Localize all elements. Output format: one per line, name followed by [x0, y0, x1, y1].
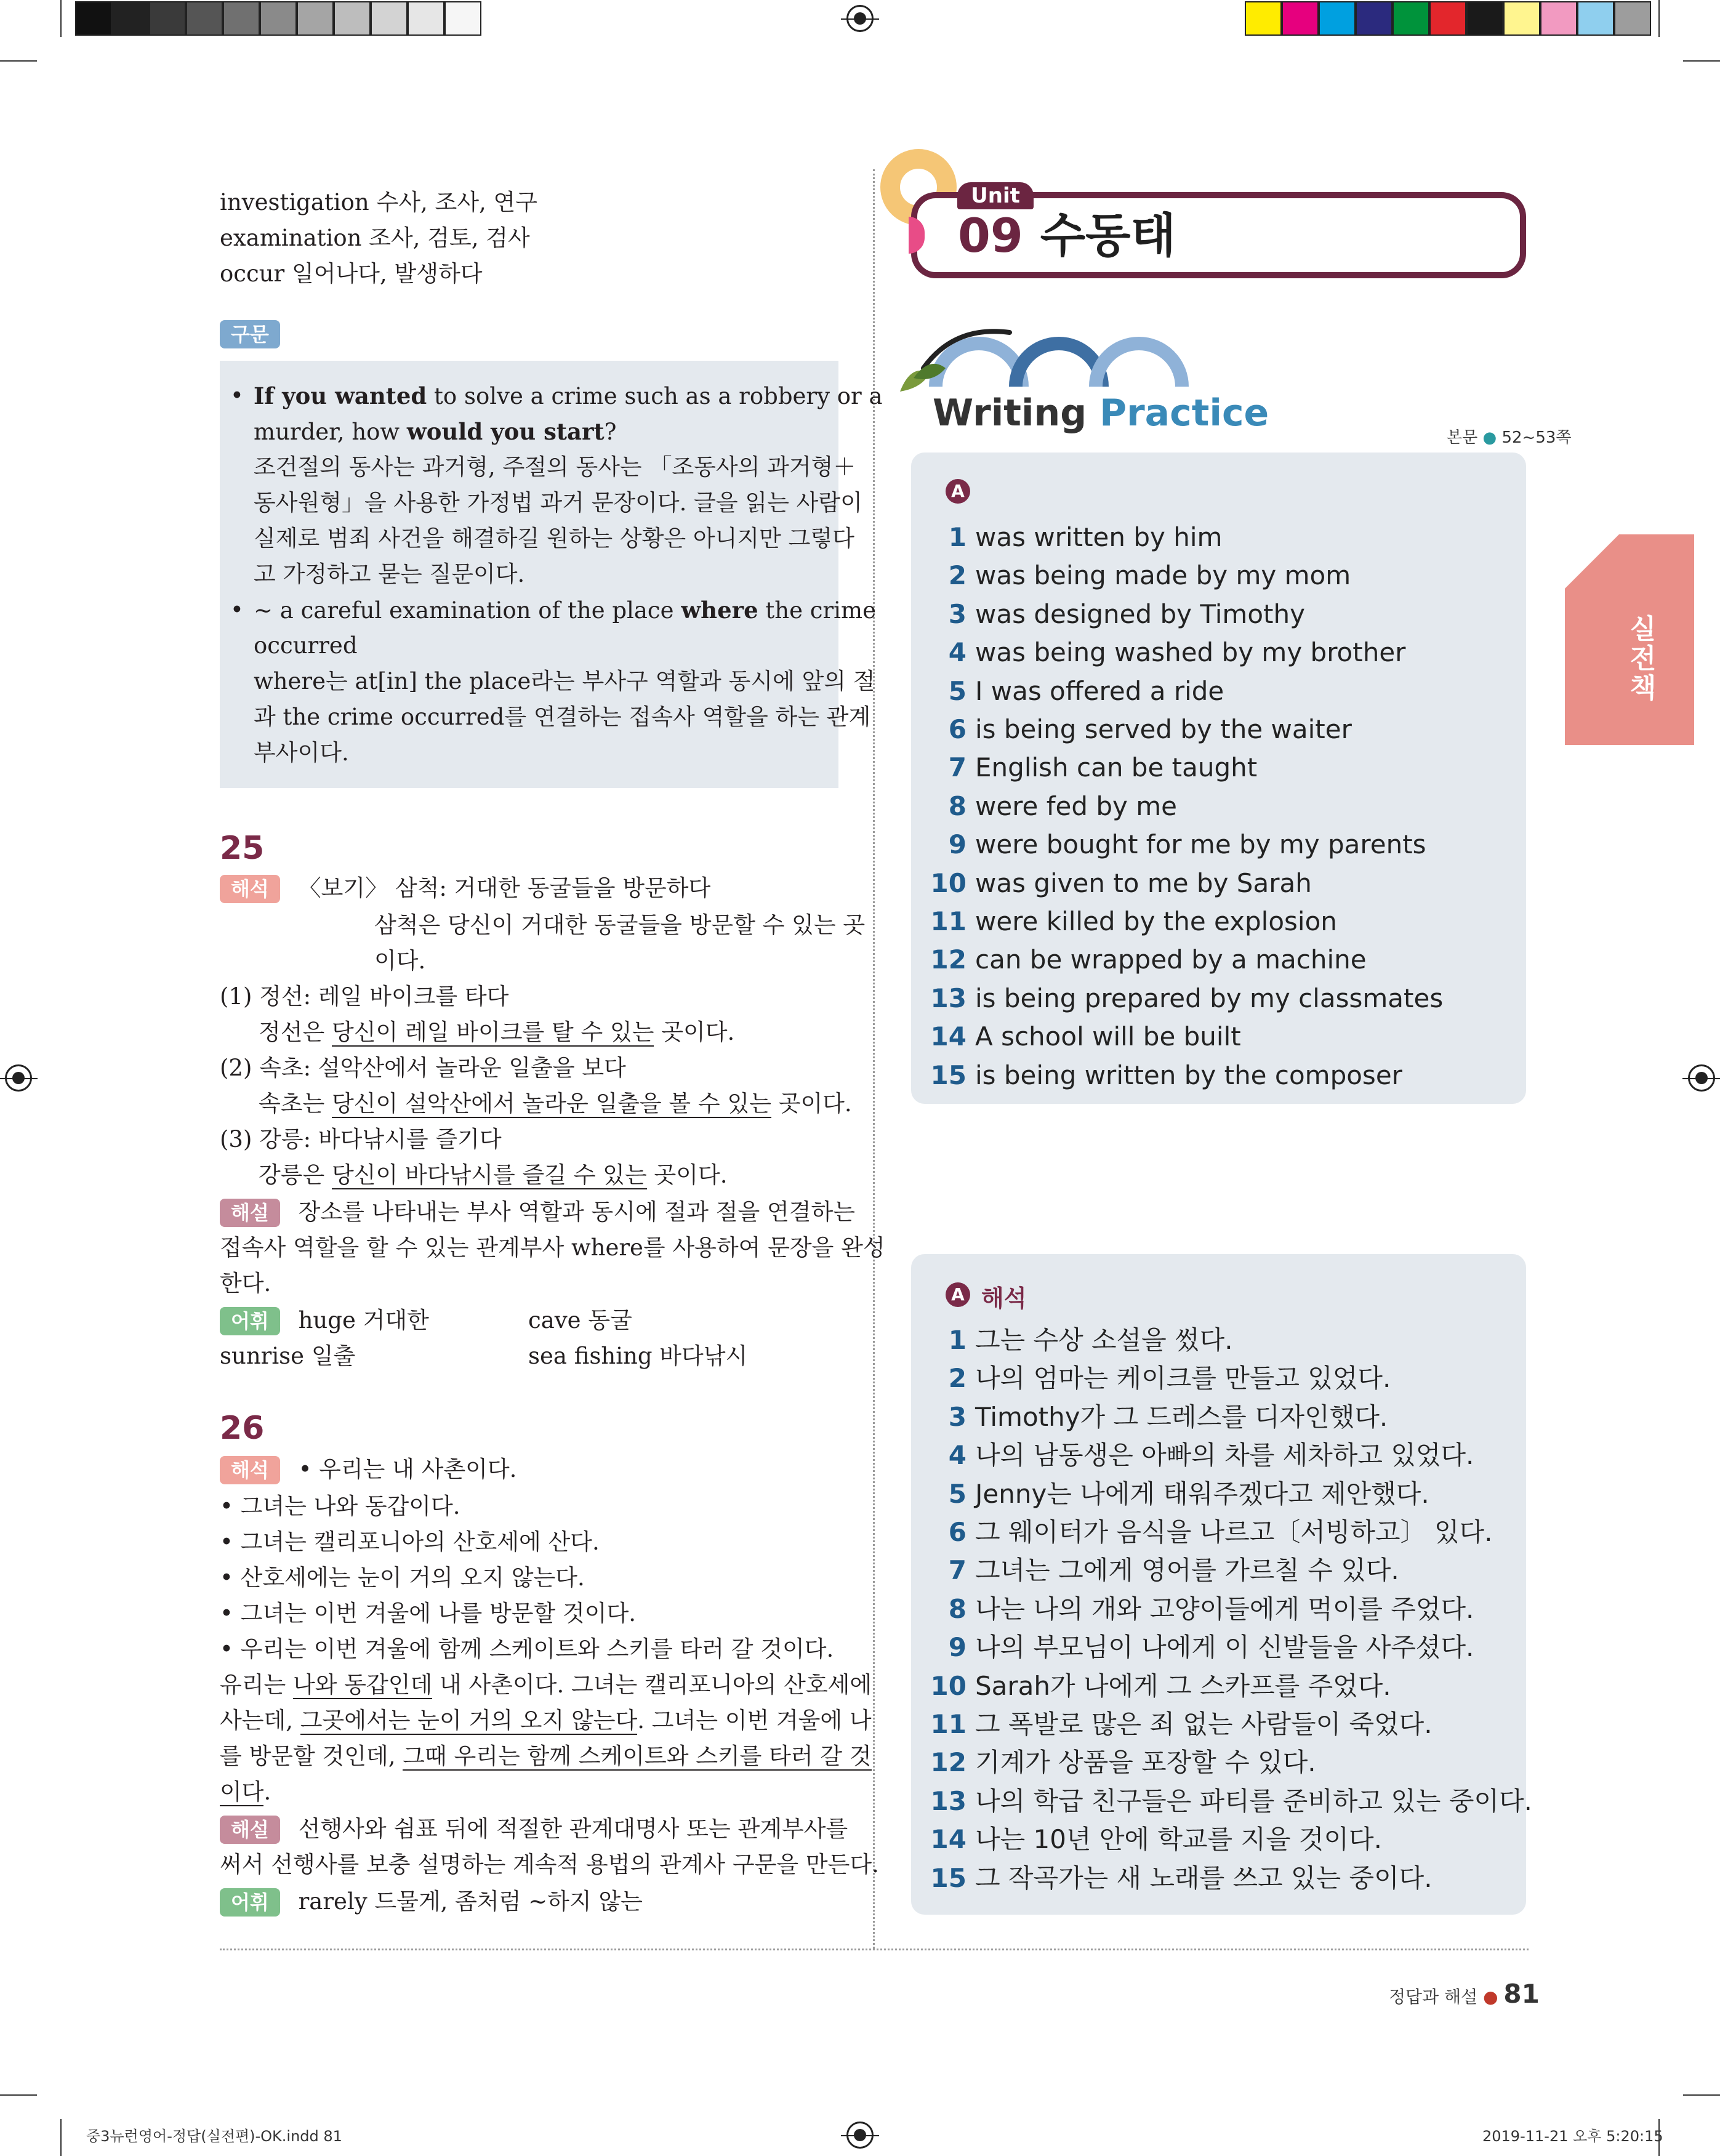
translation-line: 해석 • 우리는 내 사촌이다. [220, 1452, 516, 1487]
side-tab-label: 실전책 [1625, 614, 1656, 703]
translation-line: 이다. [374, 947, 426, 974]
translation-item [930, 1359, 1391, 1398]
answer-text: were fed by me [975, 790, 1177, 821]
answer-item [930, 634, 1405, 672]
grammar-note-line [230, 378, 883, 414]
question-number: 25 [220, 830, 265, 867]
translation-number: 11 [930, 1709, 966, 1739]
crop-mark [60, 0, 62, 37]
answer-line: 를 방문할 것인데, 그때 우리는 함께 스케이트와 스키를 타러 갈 것 [220, 1743, 872, 1769]
side-tab-notch [1565, 534, 1619, 589]
eohwi-badge: 어휘 [220, 1307, 280, 1335]
haeseol-badge: 해설 [220, 1199, 280, 1227]
answer-number: 6 [948, 714, 966, 744]
answer-text: A school will be built [975, 1021, 1241, 1052]
text-run: murder, how [254, 419, 407, 445]
answer-line: (2) 속초: 설악산에서 놀라운 일출을 보다 [220, 1055, 626, 1081]
print-timestamp: 2019-11-21 오후 5:20:15 [1482, 2128, 1663, 2145]
answer-text: can be wrapped by a machine [975, 944, 1367, 975]
answer-item [930, 826, 1426, 864]
registration-mark [1688, 1064, 1715, 1092]
crop-mark [1658, 0, 1660, 37]
answer-item [930, 749, 1257, 787]
translation-item [930, 1321, 1233, 1359]
answer-number: 2 [948, 560, 966, 591]
answer-item [930, 672, 1224, 710]
grammar-note-line [241, 557, 524, 592]
translation-item [930, 1551, 1399, 1590]
text-run: 동사원형」을 사용한 가정법 과거 문장이다. 글을 읽는 사람이 [254, 489, 862, 516]
section-a-icon: A [946, 479, 970, 504]
answer-item [930, 518, 1222, 557]
translation-text: 그는 수상 소설을 썼다. [975, 1325, 1233, 1355]
answer-text: English can be taught [975, 752, 1258, 783]
translation-line: • 그녀는 나와 동갑이다. [220, 1493, 460, 1519]
vocab-line: 어휘 huge 거대한 [220, 1303, 429, 1338]
translation-number: 9 [948, 1632, 966, 1663]
crop-mark [1683, 60, 1720, 62]
bold-phrase: where [681, 597, 758, 624]
answer-number: 15 [930, 1060, 966, 1090]
text-run: 부사이다. [254, 739, 349, 766]
translation-text: 그 폭발로 많은 죄 없는 사람들이 죽었다. [975, 1709, 1433, 1739]
translation-number: 4 [948, 1440, 966, 1471]
translation-item [930, 1705, 1433, 1744]
answer-item [930, 1018, 1241, 1056]
crop-mark [0, 60, 37, 62]
answer-line: 이다. [220, 1779, 271, 1805]
translation-item [930, 1590, 1474, 1628]
bullet: • [230, 597, 244, 623]
explanation-line: 해설 장소를 나타내는 부사 역할과 동시에 절과 절을 연결하는 [220, 1194, 855, 1230]
answer-text: is being prepared by my classmates [975, 983, 1444, 1013]
answer-text: was being washed by my brother [975, 637, 1406, 668]
answer-line: (1) 정선: 레일 바이크를 타다 [220, 983, 509, 1010]
page-reference: 본문 ● 52~53쪽 [1447, 428, 1572, 447]
page-footer: 정답과 해설 ● 81 [1389, 1979, 1540, 2009]
crop-mark [1683, 2094, 1720, 2096]
translation-text: 그 작곡가는 새 노래를 쓰고 있는 중이다. [975, 1862, 1433, 1893]
explanation-line: 접속사 역할을 할 수 있는 관계부사 where를 사용하여 문장을 완성 [220, 1234, 885, 1261]
translation-item [930, 1436, 1474, 1474]
answer-item [930, 941, 1367, 979]
answer-text: was given to me by Sarah [975, 867, 1312, 898]
registration-mark [846, 5, 874, 32]
vocab-line: sea fishing 바다낚시 [528, 1343, 748, 1369]
translation-line: • 산호세에는 눈이 거의 오지 않는다. [220, 1564, 585, 1591]
text-run: ~ a careful examination of the place [254, 597, 681, 624]
vocab-line: cave 동굴 [528, 1307, 632, 1333]
translation-text: 나는 나의 개와 고양이들에게 먹이를 주었다. [975, 1593, 1474, 1624]
answer-item [930, 710, 1352, 749]
translation-item [930, 1782, 1532, 1820]
translation-number: 14 [930, 1824, 966, 1855]
translation-item [930, 1628, 1474, 1667]
bold-phrase: If you wanted [254, 382, 427, 409]
page-number: 81 [1503, 1979, 1540, 2009]
translation-text: 그 웨이터가 음식을 나르고〔서빙하고〕 있다. [975, 1517, 1493, 1547]
translation-line: 해석 〈보기〉 삼척: 거대한 동굴들을 방문하다 [220, 871, 710, 906]
answer-item [930, 787, 1177, 826]
grammar-note-line [241, 485, 862, 521]
answer-number: 8 [948, 790, 966, 821]
translation-number: 6 [948, 1517, 966, 1547]
answer-line: 사는데, 그곳에서는 눈이 거의 오지 않는다. 그녀는 이번 겨울에 나 [220, 1707, 872, 1734]
text-run: 실제로 범죄 사건을 해결하길 원하는 상황은 아니지만 그렇다 [254, 525, 854, 552]
answer-line: 속초는 당신이 설악산에서 놀라운 일출을 볼 수 있는 곳이다. [259, 1090, 852, 1117]
answer-text: were bought for me by my parents [975, 829, 1426, 860]
haeseok-badge: 해석 [220, 875, 280, 903]
answer-number: 14 [930, 1021, 966, 1052]
writing-practice-title: Writing Practice [933, 392, 1269, 435]
answer-number: 5 [948, 675, 966, 706]
translation-number: 8 [948, 1593, 966, 1624]
translation-text: Sarah가 나에게 그 스카프를 주었다. [975, 1670, 1391, 1701]
answer-number: 7 [948, 752, 966, 783]
answer-item [930, 864, 1312, 903]
grammar-note-line [241, 735, 349, 771]
translation-text: 나의 학급 친구들은 파티를 준비하고 있는 중이다. [975, 1785, 1532, 1816]
answer-text: was designed by Timothy [975, 598, 1305, 629]
translation-number: 13 [930, 1785, 966, 1816]
bottom-divider [220, 1949, 1529, 1950]
answer-item [930, 979, 1443, 1018]
translation-item [930, 1398, 1388, 1436]
answer-number: 1 [948, 522, 966, 552]
translation-item [930, 1475, 1429, 1513]
grammar-note-line [241, 449, 856, 485]
explanation-line: 한다. [220, 1270, 271, 1297]
translation-item [930, 1667, 1391, 1705]
answer-item [930, 903, 1337, 941]
answer-number: 11 [930, 906, 966, 936]
answer-text: I was offered a ride [975, 675, 1224, 706]
file-info: 중3뉴런영어-정답(실전편)-OK.indd 81 [86, 2128, 342, 2145]
answer-number: 13 [930, 983, 966, 1013]
answer-text: is being served by the waiter [975, 714, 1352, 744]
registration-mark [846, 2122, 874, 2149]
answer-text: is being written by the composer [975, 1060, 1402, 1090]
vocab-line: 어휘 rarely 드물게, 좀처럼 ~하지 않는 [220, 1884, 643, 1920]
answer-line: 강릉은 당신이 바다낚시를 즐길 수 있는 곳이다. [259, 1162, 728, 1188]
answer-number: 4 [948, 637, 966, 668]
translation-number: 7 [948, 1555, 966, 1586]
text-run: 고 가정하고 묻는 질문이다. [254, 561, 525, 587]
vocab-item: examination 조사, 검토, 검사 [220, 225, 530, 251]
grammar-note-line [241, 521, 854, 557]
text-run: 조건절의 동사는 과거형, 주절의 동사는 「조동사의 과거형＋ [254, 454, 856, 480]
section-a-icon: A [946, 1282, 970, 1307]
translation-number: 12 [930, 1747, 966, 1778]
grammar-note-line [241, 664, 875, 699]
text-run: the crime [758, 597, 876, 624]
translation-text: 기계가 상품을 포장할 수 있다. [975, 1747, 1316, 1778]
answer-line: 유리는 나와 동갑인데 내 사촌이다. 그녀는 캘리포니아의 산호세에 [220, 1671, 872, 1698]
unit-title: 09 수동태 [958, 208, 1176, 263]
answer-text: were killed by the explosion [975, 906, 1337, 936]
grammar-note-line [241, 628, 358, 664]
translation-number: 2 [948, 1363, 966, 1394]
answer-line: 정선은 당신이 레일 바이크를 탈 수 있는 곳이다. [259, 1019, 735, 1045]
answer-item [930, 557, 1351, 595]
translation-line: 삼척은 당신이 거대한 동굴들을 방문할 수 있는 곳 [374, 912, 866, 938]
answer-number: 12 [930, 944, 966, 975]
translation-line: • 우리는 이번 겨울에 함께 스케이트와 스키를 타러 갈 것이다. [220, 1636, 834, 1662]
unit-label: Unit [957, 182, 1034, 209]
writing-practice-arches-icon [886, 319, 1207, 399]
text-run: 과 the crime occurred를 연결하는 접속사 역할을 하는 관계 [254, 704, 871, 730]
translation-item [930, 1513, 1492, 1551]
translation-item [930, 1859, 1433, 1897]
translation-number: 15 [930, 1862, 966, 1893]
crop-mark [0, 2094, 37, 2096]
grammar-note-line [241, 414, 616, 450]
translation-number: 10 [930, 1670, 966, 1701]
translation-item [930, 1744, 1316, 1782]
answer-text: was written by him [975, 522, 1223, 552]
translation-text: 나의 남동생은 아빠의 차를 세차하고 있었다. [975, 1440, 1474, 1471]
grammar-note-line [230, 592, 876, 629]
vocab-item: investigation 수사, 조사, 연구 [220, 189, 537, 215]
haeseol-badge: 해설 [220, 1816, 280, 1844]
text-run: occurred [254, 632, 358, 659]
crop-mark [60, 2119, 62, 2156]
eohwi-badge: 어휘 [220, 1888, 280, 1917]
vocab-item: occur 일어나다, 발생하다 [220, 260, 483, 287]
column-divider [873, 169, 875, 1949]
vocab-line: sunrise 일출 [220, 1343, 356, 1369]
translation-number: 1 [948, 1325, 966, 1355]
translation-line: • 그녀는 캘리포니아의 산호세에 산다. [220, 1529, 600, 1555]
translation-text: 나는 10년 안에 학교를 지을 것이다. [975, 1824, 1382, 1855]
bold-phrase: would you start [406, 418, 605, 445]
grammar-note-line [241, 699, 870, 735]
translation-item [930, 1820, 1382, 1859]
registration-mark [5, 1064, 32, 1092]
haeseok-badge: 해석 [220, 1456, 280, 1484]
explanation-line: 해설 선행사와 쉼표 뒤에 적절한 관계대명사 또는 관계부사를 [220, 1811, 848, 1847]
text-run: where는 at[in] the place라는 부사구 역할과 동시에 앞의 절 [254, 668, 875, 694]
bullet: • [230, 382, 244, 409]
answer-number: 3 [948, 598, 966, 629]
answer-item [930, 1056, 1402, 1095]
translation-text: 그녀는 그에게 영어를 가르칠 수 있다. [975, 1555, 1399, 1586]
answer-line: (3) 강릉: 바다낚시를 즐기다 [220, 1126, 502, 1152]
answer-number: 10 [930, 867, 966, 898]
translation-line: • 그녀는 이번 겨울에 나를 방문할 것이다. [220, 1600, 637, 1627]
question-number: 26 [220, 1410, 265, 1447]
answer-item [930, 595, 1305, 634]
answer-text: was being made by my mom [975, 560, 1351, 591]
translation-text: Jenny는 나에게 태워주겠다고 제안했다. [975, 1478, 1429, 1509]
text-run: to solve a crime such as a robbery or a [427, 383, 883, 409]
text-run: ? [604, 419, 617, 445]
translation-title: 해석 [981, 1285, 1027, 1312]
answer-number: 9 [948, 829, 966, 860]
translation-text: 나의 부모님이 나에게 이 신발들을 사주셨다. [975, 1632, 1474, 1663]
translation-number: 3 [948, 1401, 966, 1432]
translation-number: 5 [948, 1478, 966, 1509]
translation-text: Timothy가 그 드레스를 디자인했다. [975, 1401, 1388, 1432]
translation-text: 나의 엄마는 케이크를 만들고 있었다. [975, 1363, 1391, 1394]
gumun-badge: 구문 [220, 320, 280, 348]
explanation-line: 써서 선행사를 보충 설명하는 계속적 용법의 관계사 구문을 만든다. [220, 1851, 879, 1878]
